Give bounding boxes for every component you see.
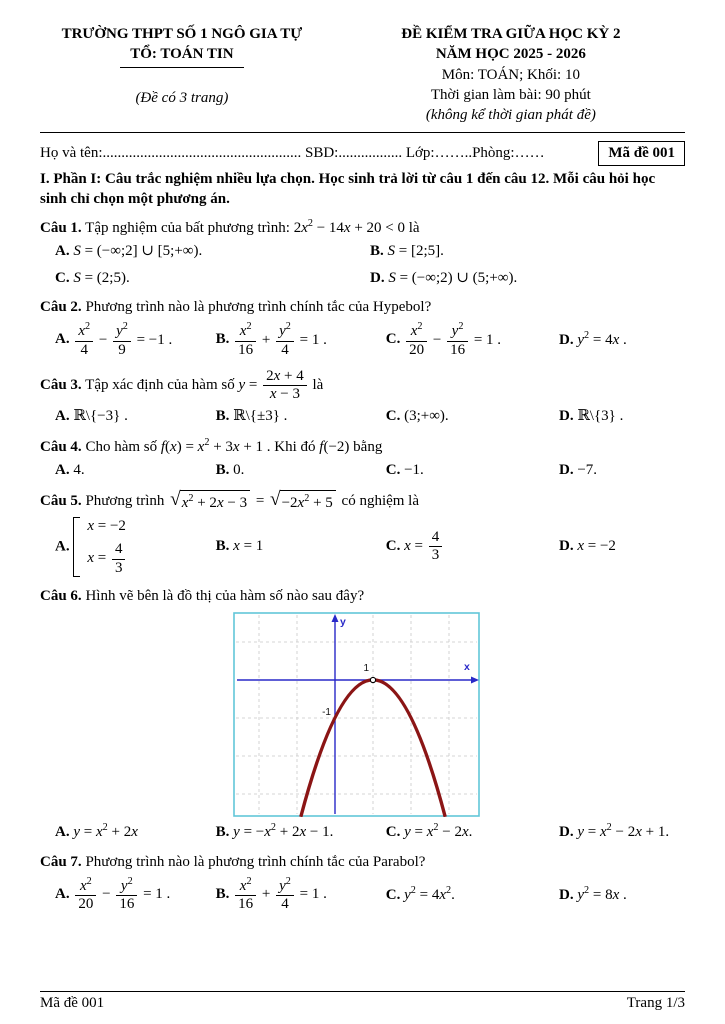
question-7-option-b [216, 876, 386, 914]
option-label: B. [215, 538, 230, 555]
question-3-label: Câu 3. [40, 377, 82, 394]
option-label: D. [559, 824, 574, 841]
question-7 [40, 852, 685, 916]
question-3-text: Tập xác định của hàm số y = $\frac{2x + 4}{x - 3}$ là [85, 367, 324, 403]
question-5-text: Phương trình √ $x^2 + 2x - 3$ = √ $-2x^2 + 5$ có nghiệm là [85, 493, 419, 509]
footer-row [40, 995, 685, 1012]
question-1 [40, 217, 685, 290]
option-label: D. [559, 332, 574, 349]
question-4-stem [40, 436, 685, 457]
duration-note: (không kể thời gian phát đề) [425, 107, 596, 123]
option-label: C. [385, 824, 401, 841]
question-3-option-d [559, 407, 685, 427]
section-heading: I. Phần I: Câu trắc nghiệm nhiều lựa chọn. Học sinh trả lời từ câu 1 đến câu 12. Mỗi câu hỏi học sinh chỉ chọn một phương án. [40, 171, 656, 208]
option-text: 0. [233, 462, 245, 479]
option-text: S = [2;5]. [387, 243, 444, 260]
option-label: D. [559, 462, 574, 479]
question-5 [40, 490, 685, 579]
question-6-option-d [559, 821, 685, 843]
option-text: −1. [404, 462, 424, 479]
option-label: B. [215, 331, 230, 348]
question-3 [40, 368, 685, 429]
option-text: S = (−∞;2) ∪ (5;+∞). [388, 269, 518, 286]
question-4-label: Câu 4. [40, 438, 82, 455]
y-axis-label: y [340, 616, 346, 629]
option-label: A. [55, 243, 70, 260]
question-6-option-a [55, 821, 216, 843]
option-text: x = $\frac{4}{3}$ [404, 538, 444, 554]
header [40, 24, 685, 125]
question-4-option-c [386, 461, 559, 481]
question-5-stem [40, 490, 685, 513]
question-2-option-b [216, 321, 386, 359]
vertex-point [370, 677, 375, 682]
question-2-stem [40, 297, 685, 317]
option-text: $y^2 = 4x^2$. [404, 884, 455, 903]
question-2-option-d [559, 329, 685, 351]
exam-code-box: Mã đề 001 [598, 141, 685, 166]
question-5-option-a [55, 517, 216, 577]
question-1-option-d [370, 269, 685, 289]
question-7-option-a [55, 876, 216, 914]
option-label: A. [55, 408, 70, 425]
question-6-option-b [216, 821, 386, 843]
question-7-label: Câu 7. [40, 853, 82, 870]
plot-border [234, 613, 479, 816]
option-label: C. [385, 886, 401, 903]
question-1-option-a [55, 242, 370, 262]
question-5-label: Câu 5. [40, 492, 82, 509]
option-label: A. [55, 462, 70, 479]
question-4-option-d [559, 461, 685, 481]
question-2 [40, 297, 685, 361]
option-text: $y = x^2 - 2x$. [404, 822, 473, 841]
question-4 [40, 436, 685, 483]
option-text: x = 1 [233, 538, 264, 555]
option-label: C. [55, 269, 70, 286]
exam-title: ĐỀ KIỂM TRA GIỮA HỌC KỲ 2 [401, 26, 621, 42]
option-label: B. [215, 824, 230, 841]
question-2-options [40, 321, 685, 359]
student-info-line: Họ và tên:..................................................... SBD:................. Lớp:……..Phòng:…… [40, 145, 545, 162]
vertex-tick-label: 1 [363, 663, 369, 675]
question-6 [40, 586, 685, 845]
option-label: B. [215, 462, 230, 479]
subject-line: Môn: TOÁN; Khối: 10 [441, 66, 580, 83]
option-text: (3;+∞). [404, 408, 449, 425]
option-label: D. [559, 886, 574, 903]
option-text: $y = x^2 - 2x + 1$. [577, 822, 670, 841]
duration-line: Thời gian làm bài: 90 phút [430, 86, 591, 103]
question-2-text: Phương trình nào là phương trình chính tắc của Hypebol? [85, 299, 432, 316]
question-7-option-d [559, 884, 685, 906]
question-2-option-a [55, 321, 216, 359]
question-5-option-d [559, 537, 685, 557]
option-label: A. [55, 824, 70, 841]
option-label: C. [385, 462, 401, 479]
option-text: $y^2 = 8x$ . [577, 884, 627, 903]
option-text: x = −2 x = $\frac{4}{3}$ [73, 538, 127, 554]
question-4-option-a [55, 461, 216, 481]
option-text: ℝ\{±3} . [233, 408, 288, 425]
question-4-option-b [216, 461, 386, 481]
question-2-label: Câu 2. [40, 299, 82, 316]
option-label: B. [370, 243, 384, 260]
question-6-options [40, 821, 685, 843]
question-4-options [40, 461, 685, 481]
question-5-option-b [216, 537, 386, 557]
option-label: C. [385, 408, 401, 425]
header-right [337, 24, 685, 125]
option-text: $\frac{x^2}{20}$ − $\frac{y^2}{16}$ = 1 . [404, 332, 501, 348]
option-text: x = −2 [577, 538, 616, 555]
option-text: −7. [577, 462, 598, 479]
department: TỔ: TOÁN TIN [120, 44, 243, 67]
option-label: D. [559, 408, 574, 425]
question-2-option-c [386, 321, 559, 359]
question-1-text: Tập nghiệm của bất phương trình: $2x^2 - 14x + 20 < 0$ là [85, 217, 420, 236]
y-minus1-tick-label: -1 [322, 707, 331, 719]
option-text: $y^2 = 4x$ . [577, 330, 627, 349]
x-axis-label: x [464, 661, 470, 674]
question-5-options [40, 517, 685, 577]
question-5-option-c [386, 529, 559, 565]
question-7-options [40, 876, 685, 914]
question-6-option-c [386, 821, 559, 843]
option-text: S = (−∞;2] ∪ [5;+∞). [73, 243, 203, 260]
footer-divider [40, 991, 685, 992]
option-label: A. [55, 886, 70, 903]
option-label: D. [559, 538, 574, 555]
pages-note: (Đề có 3 trang) [135, 89, 229, 106]
question-1-options [40, 242, 685, 288]
option-text: $\frac{x^2}{16}$ + $\frac{y^2}{4}$ = 1 . [233, 332, 327, 348]
question-3-stem [40, 368, 685, 404]
department-wrap [40, 44, 324, 67]
option-label: B. [215, 408, 230, 425]
option-label: D. [370, 269, 385, 286]
question-1-option-b [370, 242, 685, 262]
option-label: C. [385, 331, 401, 348]
option-label: A. [55, 538, 70, 555]
question-3-option-b [216, 407, 386, 427]
question-6-text: Hình vẽ bên là đồ thị của hàm số nào sau đây? [85, 587, 365, 604]
footer-page-number: Trang 1/3 [626, 995, 685, 1011]
question-1-option-c [55, 269, 370, 289]
option-label: A. [55, 331, 70, 348]
option-text: $y = -x^2 + 2x - 1$. [233, 822, 334, 841]
school-name: TRƯỜNG THPT SỐ 1 NGÔ GIA TỰ [61, 26, 303, 42]
option-text: ℝ\{−3} . [73, 408, 128, 425]
question-3-options [40, 407, 685, 427]
footer-exam-code: Mã đề 001 [40, 995, 105, 1011]
option-label: B. [215, 886, 230, 903]
option-text: 4. [73, 462, 85, 479]
question-4-text: Cho hàm số $f(x) = x^2 + 3x + 1$ . Khi đó f(−2) bằng [85, 436, 383, 455]
question-7-option-c [386, 884, 559, 906]
header-divider [40, 132, 685, 133]
question-6-stem [40, 586, 685, 606]
question-1-label: Câu 1. [40, 219, 82, 236]
question-6-label: Câu 6. [40, 587, 82, 604]
question-3-option-c [386, 407, 559, 427]
question-6-graph [233, 612, 480, 817]
option-text: S = (2;5). [73, 269, 130, 286]
question-7-stem [40, 852, 685, 872]
option-text: $\frac{x^2}{20}$ − $\frac{y^2}{16}$ = 1 . [73, 886, 170, 902]
option-label: C. [385, 538, 401, 555]
option-text: ℝ\{3} . [577, 408, 624, 425]
header-left [40, 24, 324, 125]
student-row [40, 141, 685, 166]
school-year: NĂM HỌC 2025 - 2026 [435, 46, 586, 63]
question-7-text: Phương trình nào là phương trình chính tắc của Parabol? [85, 853, 426, 870]
question-3-option-a [55, 407, 216, 427]
question-1-stem [40, 217, 685, 238]
parabola-plot [233, 612, 480, 817]
option-text: $\frac{x^2}{4}$ − $\frac{y^2}{9}$ = −1 . [73, 332, 172, 348]
option-text: $\frac{x^2}{16}$ + $\frac{y^2}{4}$ = 1 . [233, 886, 327, 902]
page-footer [40, 984, 685, 1012]
option-text: $y = x^2 + 2x$ [73, 822, 138, 841]
